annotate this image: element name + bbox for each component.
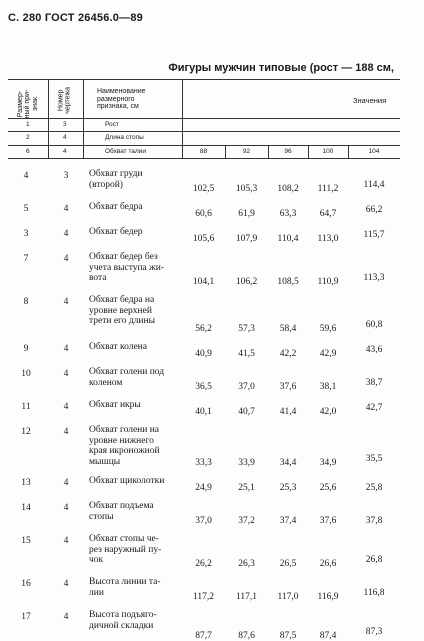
row-value: 40,7 xyxy=(238,407,255,417)
row-sign-number: 16 xyxy=(21,579,31,589)
row-value: 108,2 xyxy=(277,184,299,194)
row-name xyxy=(89,425,160,468)
row-value: 113,0 xyxy=(317,234,339,244)
row-value: 42,9 xyxy=(319,349,337,359)
row-value: 117,2 xyxy=(192,592,215,602)
header-line: Номер xyxy=(57,89,65,112)
header-line: чертежа xyxy=(65,86,72,114)
row-name-line: мышцы xyxy=(89,456,121,467)
row-name: Рост xyxy=(105,121,119,128)
row-drawing-number: 4 xyxy=(63,536,69,546)
column-header-drawing xyxy=(58,80,73,120)
row-name-line: уровне нижнего xyxy=(89,435,154,446)
row-name xyxy=(89,295,155,327)
row-drawing-number: 3 xyxy=(63,121,67,128)
row-value: 102,5 xyxy=(192,184,215,194)
row-drawing-number: 4 xyxy=(63,503,69,513)
row-drawing-number: 3 xyxy=(63,171,69,181)
row-value: 106,2 xyxy=(235,277,258,287)
row-value: 114,4 xyxy=(363,180,385,190)
row-name-line: Высота подъяго- xyxy=(89,610,157,620)
row-value: 107,9 xyxy=(235,234,258,244)
row-value: 117,0 xyxy=(277,592,299,602)
row-value: 63,3 xyxy=(279,209,297,219)
row-name xyxy=(89,202,143,213)
row-value: 60,8 xyxy=(365,320,383,330)
row-value: 43,6 xyxy=(365,345,383,355)
row-value: 87,5 xyxy=(279,631,297,641)
row-value: 25,8 xyxy=(365,483,383,493)
row-name-line: Обхват голени под xyxy=(89,367,165,377)
row-value: 66,2 xyxy=(365,205,383,215)
row-value: 111,2 xyxy=(317,184,339,194)
row-name-line: дичной складки xyxy=(89,620,154,631)
row-value: 116,8 xyxy=(363,588,385,598)
row-value: 40,9 xyxy=(195,349,212,359)
row-value: 37,0 xyxy=(195,516,212,526)
row-name-line: края икроножной xyxy=(89,446,160,457)
row-name xyxy=(89,534,161,566)
waist-value: 88 xyxy=(199,148,208,155)
row-value: 105,3 xyxy=(235,184,258,194)
header-line: Наименование xyxy=(97,88,146,95)
row-sign-number: 3 xyxy=(23,229,29,239)
waist-value: 100 xyxy=(322,148,334,155)
row-value: 37,0 xyxy=(238,382,255,392)
row-value: 37,8 xyxy=(365,516,383,526)
row-name-line: Обхват бедер без xyxy=(89,252,158,262)
row-sign-number: 11 xyxy=(21,402,31,412)
row-value: 25,1 xyxy=(238,483,255,493)
row-name-line: стопы xyxy=(89,511,114,522)
table-rule xyxy=(8,158,400,159)
row-value: 56,2 xyxy=(195,324,212,334)
row-value: 41,5 xyxy=(238,349,255,359)
table-rule xyxy=(8,131,400,132)
row-drawing-number: 4 xyxy=(63,297,69,307)
row-drawing-number: 4 xyxy=(63,579,69,589)
row-sign-number: 4 xyxy=(23,171,29,181)
header-line: Размер- xyxy=(16,90,24,118)
row-sign-number: 13 xyxy=(21,478,31,488)
row-name-line: уровне верхней xyxy=(89,305,152,316)
row-sign-number: 8 xyxy=(23,297,29,307)
row-sign-number: 9 xyxy=(23,344,29,354)
row-name-line: Обхват груди xyxy=(89,169,143,179)
row-sign-number: 10 xyxy=(21,369,31,379)
row-drawing-number: 4 xyxy=(63,402,69,412)
table-rule xyxy=(8,145,400,146)
row-drawing-number: 4 xyxy=(63,229,69,239)
row-drawing-number: 4 xyxy=(63,134,67,141)
row-value: 108,5 xyxy=(277,277,299,287)
row-sign-number: 7 xyxy=(23,254,29,264)
row-value: 42,2 xyxy=(279,349,297,359)
row-drawing-number: 4 xyxy=(63,612,69,622)
row-name-line: (второй) xyxy=(89,179,123,190)
row-value: 35,5 xyxy=(365,454,383,464)
row-sign-number: 14 xyxy=(21,503,31,513)
table-rule xyxy=(48,79,49,158)
row-name-line: Обхват бедра xyxy=(89,202,143,212)
row-value: 42,0 xyxy=(319,407,337,417)
row-name-line: Обхват бедра на xyxy=(89,295,155,305)
row-name-line: вота xyxy=(89,273,107,284)
header-line: ный при- xyxy=(24,89,32,119)
row-value: 116,9 xyxy=(317,592,339,602)
row-name: Обхват талии xyxy=(105,148,147,155)
page-header: С. 280 ГОСТ 26456.0—89 xyxy=(8,12,143,24)
header-line: размерного xyxy=(97,95,135,103)
row-value: 59,6 xyxy=(319,324,337,334)
row-name xyxy=(89,169,143,190)
row-name-line: Обхват стопы че- xyxy=(89,534,159,544)
row-value: 26,5 xyxy=(279,559,297,569)
row-name xyxy=(89,610,157,631)
row-value: 37,6 xyxy=(319,516,337,526)
row-name-line: Обхват щиколотки xyxy=(89,476,165,486)
row-value: 26,8 xyxy=(365,555,383,565)
row-name xyxy=(89,476,164,487)
row-name xyxy=(89,501,154,522)
row-name xyxy=(89,577,161,598)
row-value: 58,4 xyxy=(279,324,297,334)
row-name xyxy=(89,342,147,353)
row-sign-number: 17 xyxy=(21,612,31,622)
row-name xyxy=(89,400,141,411)
row-value: 34,4 xyxy=(279,458,297,468)
row-value: 38,7 xyxy=(365,378,383,388)
row-name-line: лии xyxy=(89,587,104,598)
row-value: 105,6 xyxy=(192,234,215,244)
row-name-line: Обхват икры xyxy=(89,400,141,410)
table-rule xyxy=(348,145,349,158)
row-value: 33,9 xyxy=(238,458,255,468)
row-name-line: Обхват подъема xyxy=(89,501,154,511)
row-value: 40,1 xyxy=(195,407,212,417)
row-value: 60,6 xyxy=(195,209,212,219)
row-sign-number: 2 xyxy=(26,134,30,141)
row-value: 42,7 xyxy=(365,403,383,413)
row-drawing-number: 4 xyxy=(63,204,69,214)
row-drawing-number: 4 xyxy=(63,254,69,264)
column-header-name xyxy=(97,88,146,111)
table-rule xyxy=(83,79,84,158)
row-name-line: Высота линии та- xyxy=(89,577,161,587)
row-value: 110,4 xyxy=(277,234,299,244)
row-value: 64,7 xyxy=(319,209,337,219)
waist-value: 92 xyxy=(242,148,251,155)
row-value: 87,7 xyxy=(195,631,212,641)
row-name xyxy=(89,367,164,388)
row-drawing-number: 4 xyxy=(63,427,69,437)
row-name-line: учета выступа жи- xyxy=(89,262,164,273)
row-value: 115,7 xyxy=(363,230,385,240)
row-drawing-number: 4 xyxy=(63,369,69,379)
row-value: 61,9 xyxy=(238,209,255,219)
column-header-sign xyxy=(17,84,39,124)
row-drawing-number: 4 xyxy=(63,478,69,488)
row-name-line: коленом xyxy=(89,377,123,388)
row-value: 87,4 xyxy=(319,631,337,641)
row-value: 38,1 xyxy=(319,382,337,392)
row-value: 110,9 xyxy=(317,277,339,287)
row-value: 37,2 xyxy=(238,516,255,526)
row-name-line: Обхват голени на xyxy=(89,425,160,435)
row-value: 117,1 xyxy=(235,592,258,602)
row-value: 37,4 xyxy=(279,516,297,526)
row-value: 25,3 xyxy=(279,483,297,493)
table-rule xyxy=(268,145,269,158)
row-name-line: рез наружный пу- xyxy=(89,544,162,555)
row-name xyxy=(89,252,164,284)
row-sign-number: 12 xyxy=(21,427,31,437)
waist-value: 96 xyxy=(284,148,292,155)
row-name-line: Обхват бедер xyxy=(89,227,143,237)
table-rule xyxy=(182,79,183,158)
row-value: 34,9 xyxy=(319,458,337,468)
table-rule xyxy=(225,145,226,158)
row-name-line: трети его длины xyxy=(89,316,155,327)
row-value: 26,2 xyxy=(195,559,212,569)
row-drawing-number: 4 xyxy=(63,148,67,155)
waist-value: 104 xyxy=(368,148,380,155)
row-name xyxy=(89,227,143,238)
row-value: 37,6 xyxy=(279,382,297,392)
row-value: 26,3 xyxy=(238,559,255,569)
column-header-values: Значения xyxy=(353,96,387,105)
row-value: 33,3 xyxy=(195,458,212,468)
row-name-line: чок xyxy=(89,555,104,566)
row-value: 36,5 xyxy=(195,382,212,392)
row-value: 26,6 xyxy=(319,559,337,569)
row-sign-number: 1 xyxy=(26,121,30,128)
row-value: 113,3 xyxy=(363,273,385,283)
row-name: Длина стопы xyxy=(105,134,144,141)
row-value: 87,3 xyxy=(365,627,383,637)
row-drawing-number: 4 xyxy=(63,344,69,354)
table-caption: Фигуры мужчин типовые (рост — 188 см, xyxy=(168,62,394,74)
header-line: признака, см xyxy=(97,103,139,111)
row-value: 25,6 xyxy=(319,483,337,493)
row-value: 57,3 xyxy=(238,324,255,334)
row-value: 87,6 xyxy=(238,631,255,641)
row-sign-number: 15 xyxy=(21,536,31,546)
row-value: 104,1 xyxy=(192,277,215,287)
row-sign-number: 5 xyxy=(23,204,29,214)
table-rule xyxy=(308,145,309,158)
row-value: 24,9 xyxy=(195,483,212,493)
row-name-line: Обхват колена xyxy=(89,342,147,352)
row-sign-number: 6 xyxy=(26,148,30,155)
row-value: 41,4 xyxy=(279,407,297,417)
header-line: знак xyxy=(31,97,39,112)
